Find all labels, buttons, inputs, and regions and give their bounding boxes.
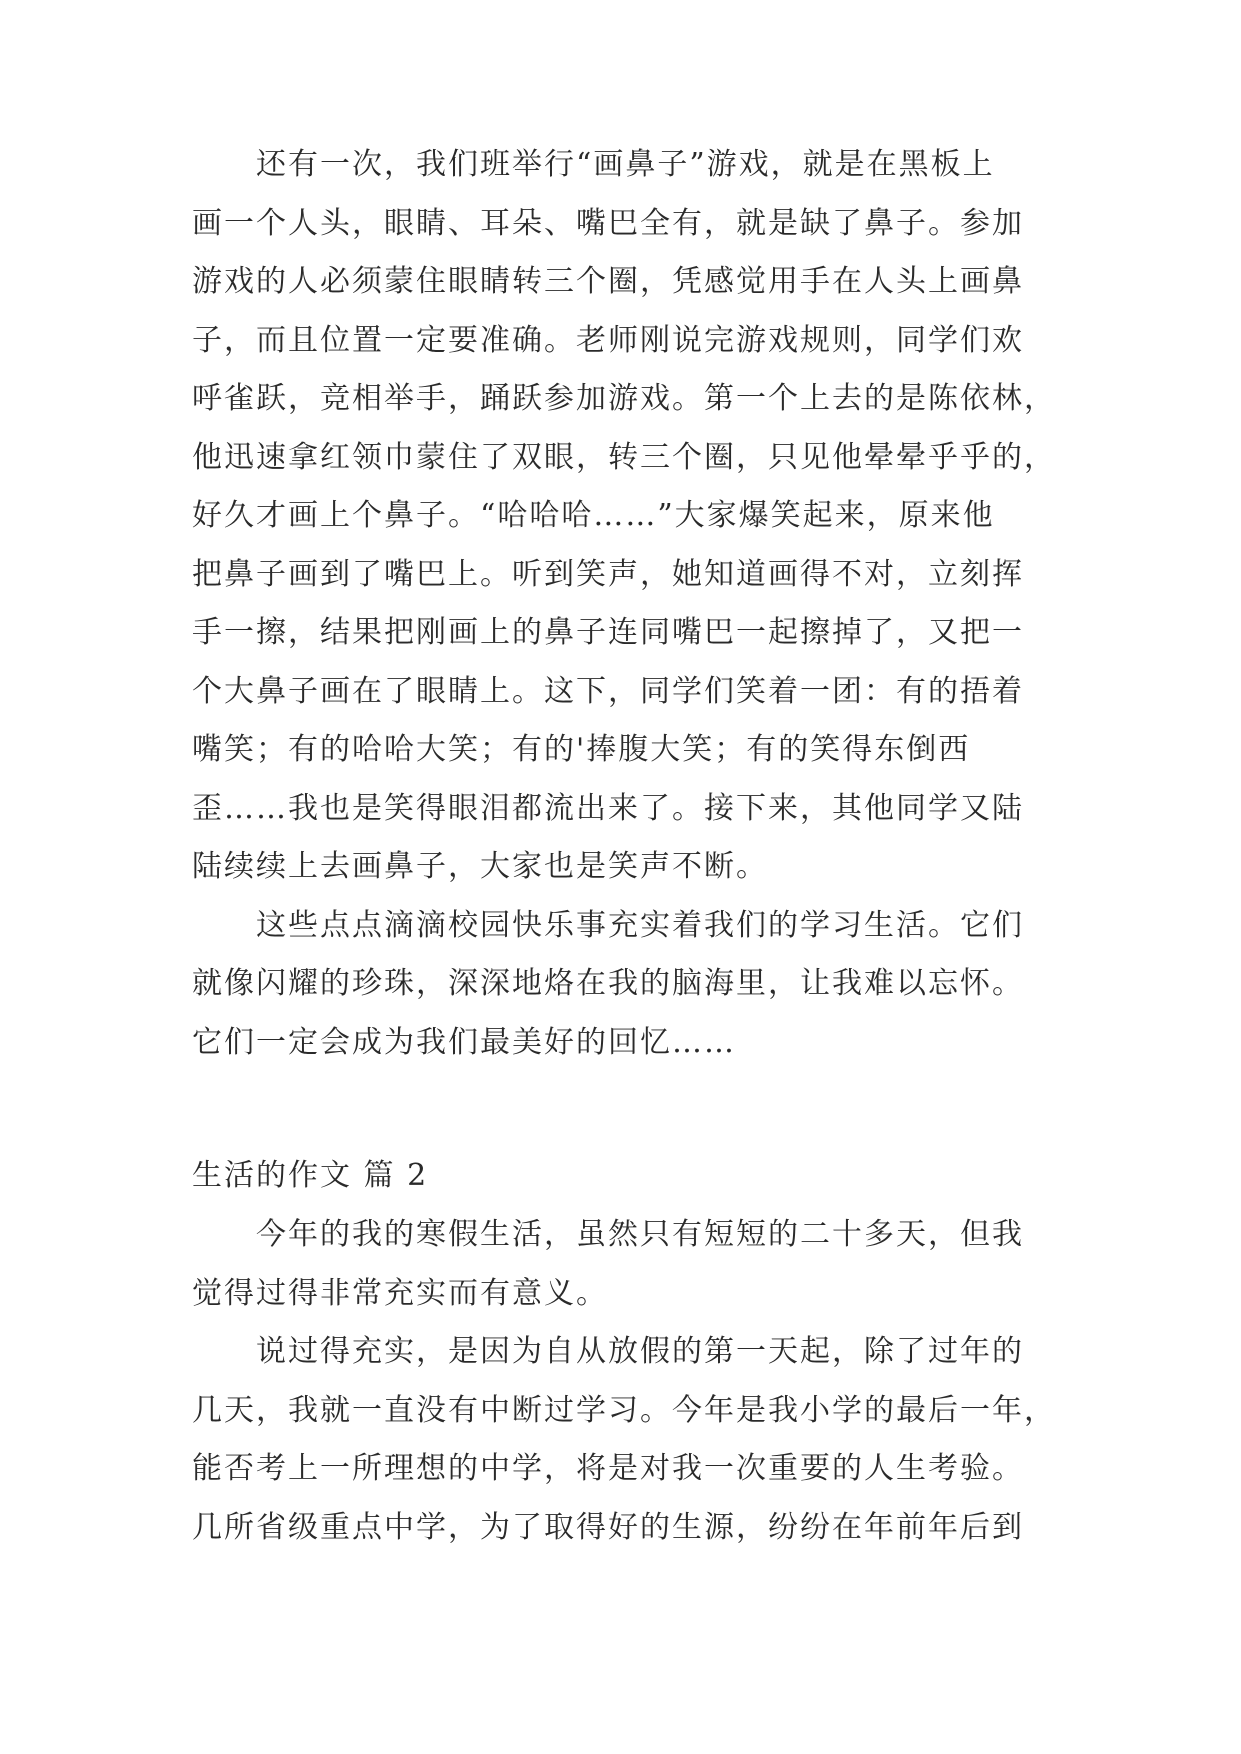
paragraph-line: 个大鼻子画在了眼睛上。这下，同学们笑着一团：有的捂着	[192, 673, 1024, 709]
paragraph-line: 觉得过得非常充实而有意义。	[192, 1275, 608, 1311]
paragraph-line: 子，而且位置一定要准确。老师刚说完游戏规则，同学们欢	[192, 322, 1024, 358]
paragraph-line: 歪……我也是笑得眼泪都流出来了。接下来，其他同学又陆	[192, 790, 1024, 826]
paragraph-line: 这些点点滴滴校园快乐事充实着我们的学习生活。它们	[256, 907, 1024, 943]
paragraph-line: 把鼻子画到了嘴巴上。听到笑声，她知道画得不对，立刻挥	[192, 556, 1024, 592]
paragraph-line: 手一擦，结果把刚画上的鼻子连同嘴巴一起擦掉了，又把一	[192, 615, 1024, 650]
paragraph-line: 几所省级重点中学，为了取得好的生源，纷纷在年前年后到	[192, 1509, 1024, 1545]
paragraph-line: 能否考上一所理想的中学，将是对我一次重要的人生考验。	[192, 1451, 1024, 1486]
paragraph-line: 还有一次，我们班举行“画鼻子”游戏，就是在黑板上	[256, 147, 995, 182]
paragraph-line: 画一个人头，眼睛、耳朵、嘴巴全有，就是缺了鼻子。参加	[192, 205, 1024, 241]
paragraph-line: 几天，我就一直没有中断过学习。今年是我小学的最后一年，	[192, 1392, 1056, 1428]
paragraph-line: 呼雀跃，竞相举手，踊跃参加游戏。第一个上去的是陈依林，	[192, 381, 1056, 416]
paragraph-line: 陆续续上去画鼻子，大家也是笑声不断。	[192, 849, 768, 884]
paragraph-line: 游戏的人必须蒙住眼睛转三个圈，凭感觉用手在人头上画鼻	[192, 264, 1024, 299]
section1-body	[192, 136, 1056, 1072]
section2-body	[192, 1206, 1056, 1557]
paragraph-line: 嘴笑；有的哈哈大笑；有的'捧腹大笑；有的笑得东倒西	[192, 732, 971, 767]
paragraph-line: 好久才画上个鼻子。“哈哈哈……”大家爆笑起来，原来他	[192, 498, 995, 533]
paragraph-line: 说过得充实，是因为自从放假的第一天起，除了过年的	[256, 1334, 1024, 1369]
paragraph-line: 他迅速拿红领巾蒙住了双眼，转三个圈，只见他晕晕乎乎的，	[192, 439, 1056, 475]
paragraph-line: 就像闪耀的珍珠，深深地烙在我的脑海里，让我难以忘怀。	[192, 966, 1024, 1001]
paragraph-line: 今年的我的寒假生活，虽然只有短短的二十多天，但我	[256, 1217, 1024, 1252]
section-heading: 生活的作文 篇 2	[192, 1158, 429, 1193]
paragraph-line: 它们一定会成为我们最美好的回忆……	[192, 1024, 736, 1060]
